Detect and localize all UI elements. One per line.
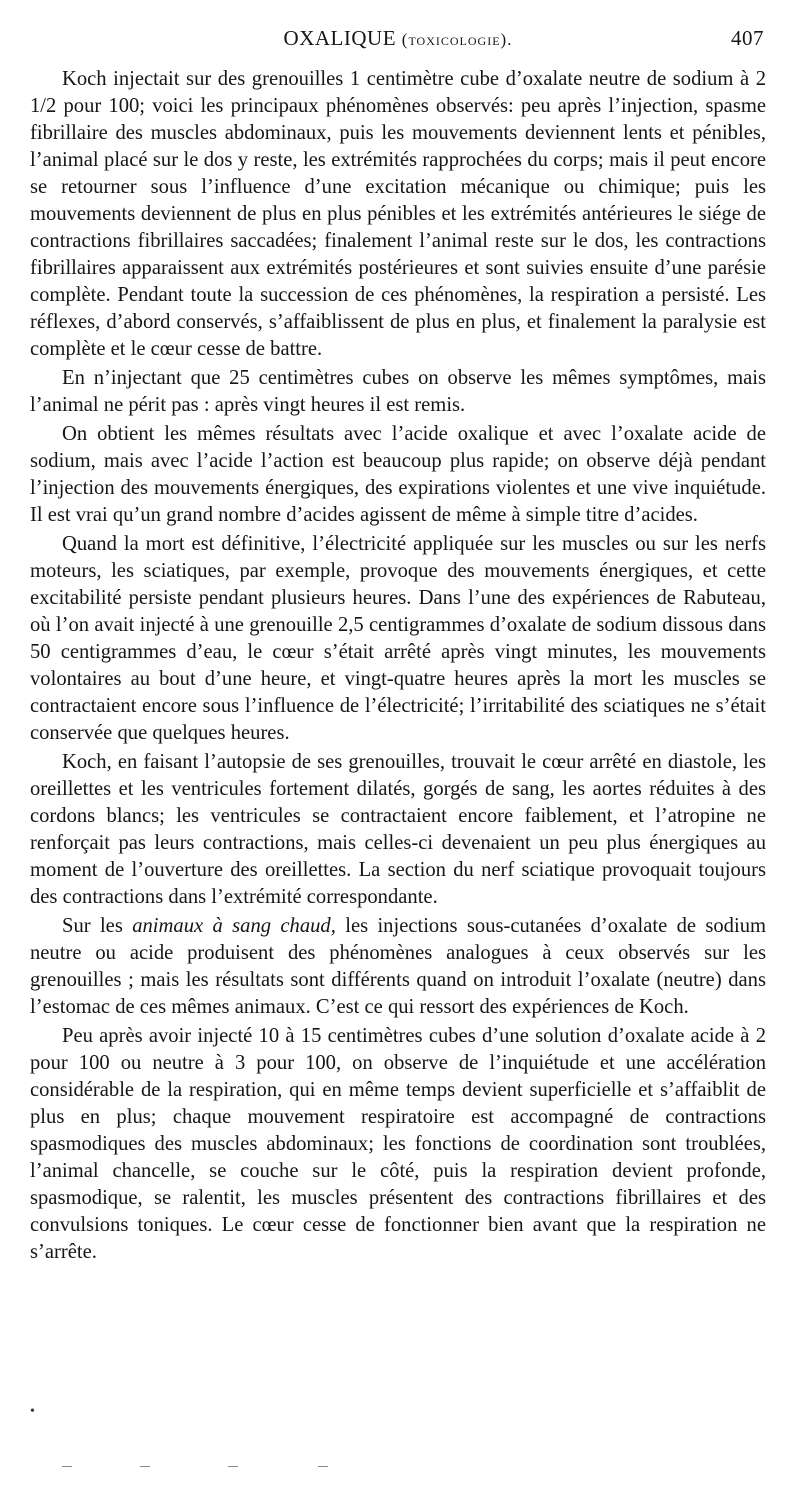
print-dash [318, 1466, 328, 1467]
page-body [30, 66, 766, 1266]
paragraph-autopsy: Koch, en faisant l’autopsie de ses grenouilles, trouvait le cœur arrêté en diastole, les oreillettes et les ventricules fortement dilatés, gorgés de sang, les aortes réduites à des cordons blancs; les ventricules se contractaient encore faiblement, et l’atropine ne renforçait pas leurs contractions, mais celles-ci devenaient un peu plus énergiques au moment de l’ouverture des oreillettes. La section du nerf sciatique provoquait toujours des contractions dans l’extrémité correspondante. [30, 751, 766, 908]
running-title-sub: (toxicologie). [401, 30, 513, 49]
print-dash [228, 1466, 238, 1467]
paragraph-electricity: Quand la mort est définitive, l’électricité appliquée sur les muscles ou sur les nerfs moteurs, les sciatiques, par exemple, provoque des mouvements énergiques, et cette excitabilité persiste pendant plusieurs heures. Dans l’une des expériences de Rabuteau, où l’on avait injecté à une grenouille 2,5 centigrammes d’oxalate de sodium dissous dans 50 centigrammes d’eau, le cœur s’était arrêté après vingt minutes, les mouvements volontaires au bout d’une heure, et vingt-quatre heures après la mort les muscles se contractaient encore sous l’influence de l’électricité; l’irritabilité des sciatiques ne s’était conservée que quelques heures. [30, 533, 766, 744]
paragraph-oxalic-acid: On obtient les mêmes résultats avec l’acide oxalique et avec l’oxalate acide de sodium, mais avec l’acide l’action est beaucoup plus rapide; on observe déjà pendant l’injection des mouvements énergiques, des expirations violentes et une vive inquiétude. Il est vrai qu’un grand nombre d’acides agissent de même à simple titre d’acides. [30, 423, 766, 526]
paragraph-warm-blooded [30, 913, 766, 1021]
book-page [30, 26, 766, 1268]
print-speck: • [30, 1404, 35, 1419]
warm-blooded-italic-phrase: animaux à sang chaud, [132, 915, 336, 937]
print-dash [140, 1466, 150, 1467]
warm-blooded-text-after: les injections sous-cutanées d’oxalate de sodium neutre ou acide produisent des phénomènes analogues à ceux observés sur les grenouilles ; mais les résultats sont différents quand on introduit l’oxalate (neutre) dans l’estomac de ces mêmes animaux. C’est ce qui ressort des expériences de Koch. [30, 915, 767, 1018]
page-number: 407 [731, 26, 764, 50]
paragraph-respiration: Peu après avoir injecté 10 à 15 centimètres cubes d’une solution d’oxalate acide à 2 pour 100 ou neutre à 3 pour 100, on observe de l’inquiétude et une accélération considérable de la respiration, qui en même temps devient superficielle et s’affaiblit de plus en plus; chaque mouvement respiratoire est accompagné de contractions spasmodiques des muscles abdominaux; les fonctions de coordination sont troublées, l’animal chancelle, se couche sur le côté, puis la respiration devient profonde, spasmodique, se ralentit, les muscles présentent des contractions fibrillaires et des convulsions toniques. Le cœur cesse de fonctionner bien avant que la respiration ne s’arrête. [30, 1025, 766, 1263]
paragraph-25cc-dose: En n’injectant que 25 centimètres cubes on observe les mêmes symptômes, mais l’animal ne périt pas : après vingt heures il est remis. [30, 367, 766, 416]
running-title-main: OXALIQUE [283, 26, 397, 50]
warm-blooded-text-before: Sur les [62, 915, 133, 937]
paragraph-frog-injection: Koch injectait sur des grenouilles 1 centimètre cube d’oxalate neutre de sodium à 2 1/2 pour 100; voici les principaux phénomènes observés: peu après l’injection, spasme fibrillaire des muscles abdominaux, puis les mouvements deviennent lents et pénibles, l’animal placé sur le dos y reste, les extrémités rapprochées du corps; mais il peut encore se retourner sous l’influence d’une excitation mécanique ou chimique; puis les mouvements deviennent de plus en plus pénibles et les extrémités antérieures le siége de contractions fibrillaires saccadées; finalement l’animal reste sur le dos, les contractions fibrillaires apparaissent aux extrémités postérieures et sont suivies ensuite d’une parésie complète. Pendant toute la succession de ces phénomènes, la respiration a persisté. Les réflexes, d’abord conservés, s’affaiblissent de plus en plus, et finalement la paralysie est complète et le cœur cesse de battre. [30, 68, 766, 360]
print-dash [62, 1466, 72, 1467]
running-header [30, 26, 766, 60]
running-title [30, 26, 766, 51]
